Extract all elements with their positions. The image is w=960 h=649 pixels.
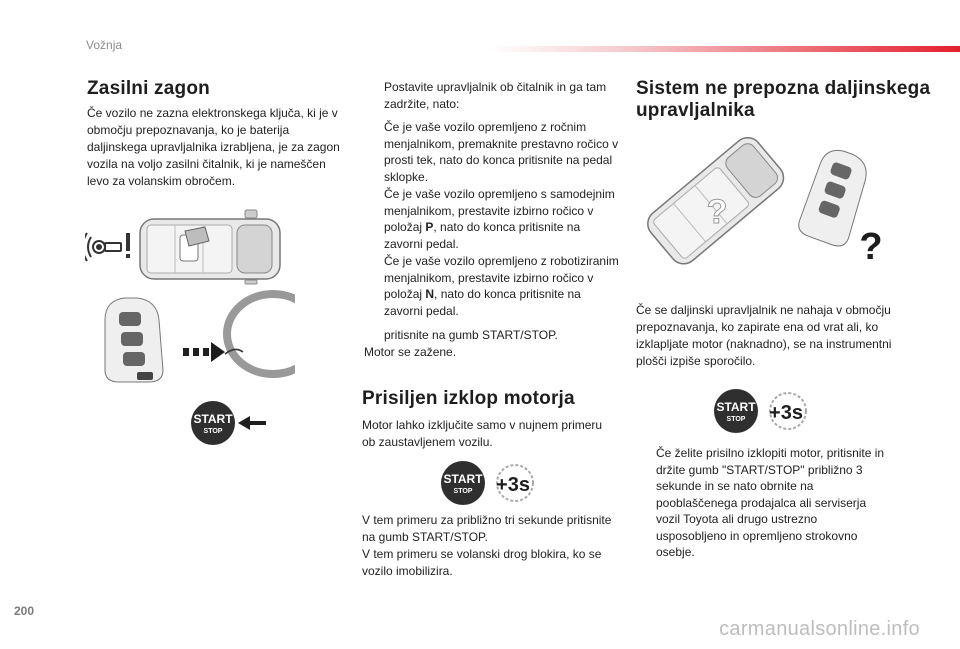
- watermark: carmanualsonline.info: [719, 618, 920, 640]
- steps-list: [364, 79, 620, 361]
- start-label: START: [193, 412, 233, 426]
- section-title-forced-stop: Prisiljen izklop motorja: [362, 388, 575, 409]
- page-number: 200: [14, 604, 35, 618]
- section-title-emergency-start: Zasilni zagon: [87, 78, 210, 99]
- car-top-view-illustration: [85, 205, 290, 285]
- list-item: Postavite upravljalnik ob čitalnik in ga tam zadržite, nato:: [384, 80, 607, 111]
- engine-starts-text: Motor se zažene.: [364, 344, 457, 359]
- section-title-remote-not-recognized: Sistem ne prepozna daljinskega upravljalnika: [636, 78, 931, 121]
- svg-text:START: START: [716, 400, 756, 414]
- arrow-dashed-icon: [183, 342, 225, 362]
- key-reader-illustration: [95, 290, 295, 390]
- question-mark-car: ?: [706, 193, 728, 231]
- list-item: Če je vaše vozilo opremljeno s samodejnim menjalnikom, prestavite izbirno ročico v položaj P, nato do konca pritisnite na zavorni pedal.: [384, 187, 615, 251]
- start-stop-button-icon: [190, 400, 270, 446]
- remote-not-recognized-text: Če se daljinski upravljalnik ne nahaja v območju prepoznavanja, ko zapirate ena od vrat ali, ko izklapljate motor (naknadno), se na instrumentni plošči izpiše sporočilo.: [636, 303, 892, 368]
- forced-stop-text: Motor lahko izključite samo v nujnem primeru ob zaustavljenem vozilu.: [362, 418, 603, 449]
- steering-lock-text: V tem primeru se volanski drog blokira, ko se vozilo imobilizira.: [362, 547, 602, 578]
- question-mark-key: ?: [859, 226, 883, 268]
- list-item: Če je vaše vozilo opremljeno z robotiziranim menjalnikom, prestavite izbirno ročico v položaj N, nato do konca pritisnite na zavorni pedal.: [384, 254, 619, 318]
- svg-text:START: START: [443, 472, 483, 486]
- svg-text:STOP: STOP: [726, 416, 746, 423]
- header-accent-bar: [490, 46, 960, 52]
- low-battery-key-icon: [85, 233, 130, 261]
- start-stop-3s-icon: [713, 388, 813, 434]
- key-fob-icon: [105, 298, 163, 382]
- svg-text:+3s: +3s: [769, 402, 803, 424]
- list-item: Če želite prisilno izklopiti motor, pritisnite in držite gumb "START/STOP" približno 3 sekunde in se nato obrnite na pooblaščenega prodajalca ali serviserja vozil Toyota ali drugo ustrezno usposobljeno in opremljeno strokovno osebje.: [656, 446, 885, 559]
- svg-text:STOP: STOP: [453, 488, 473, 495]
- list-item: Če je vaše vozilo opremljeno z ročnim menjalnikom, premaknite prestavno ročico v prosti tek, nato do konca pritisnite na pedal sklopke.: [384, 120, 619, 184]
- section-label: Vožnja: [86, 38, 123, 52]
- stop-label: STOP: [203, 428, 223, 435]
- forced-stop-hint: V tem primeru za približno tri sekunde pritisnite na gumb START/STOP.: [362, 513, 612, 544]
- forced-stop-instructions: [636, 445, 886, 561]
- list-item: pritisnite na gumb START/STOP.: [384, 328, 558, 342]
- plus-3s-label: +3s: [496, 474, 530, 496]
- car-key-question-illustration: [645, 135, 895, 270]
- steering-wheel-icon: [227, 294, 295, 374]
- car-body: [140, 210, 280, 284]
- emergency-start-text: Če vozilo ne zazna elektronskega ključa, ki je v območju prepoznavanja, ko je baterija daljinskega upravljalnika izrabljena, je za zagon vozila na voljo zasilni čitalnik, ki je nameščen levo za volanskim obročem.: [87, 106, 340, 188]
- start-stop-3s-icon: [440, 460, 540, 506]
